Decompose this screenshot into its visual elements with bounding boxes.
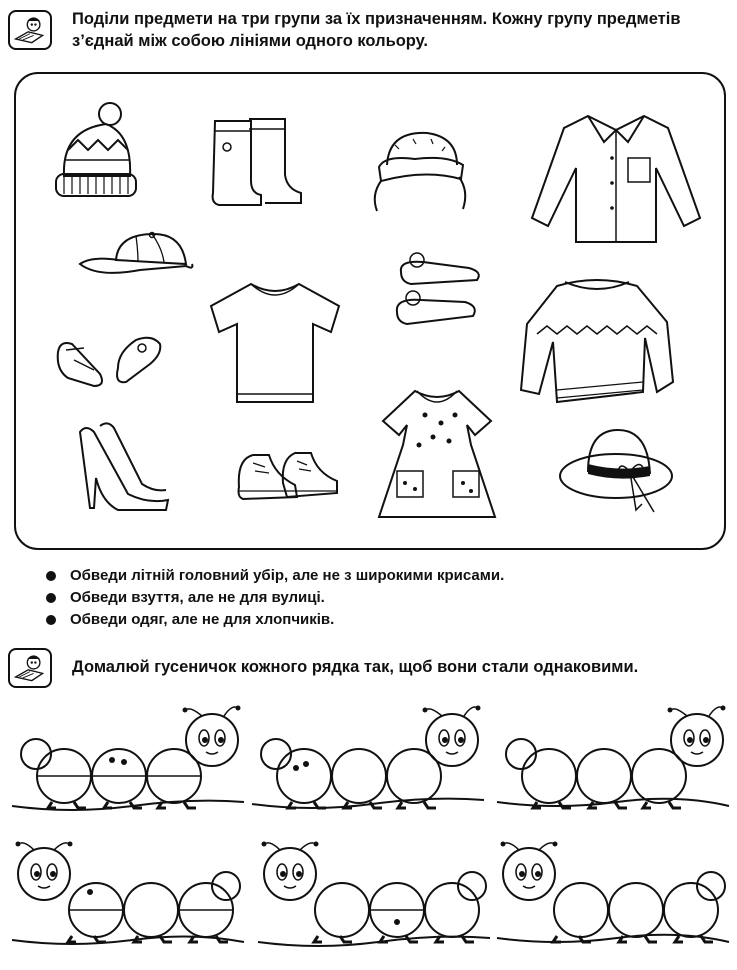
- caterpillar-row2-3[interactable]: [497, 838, 729, 953]
- task-marker-icon: [8, 10, 52, 50]
- caterpillar-row2-1[interactable]: [12, 838, 244, 953]
- sweater-icon[interactable]: [517, 272, 677, 407]
- felt-boots-icon[interactable]: [205, 115, 310, 210]
- caterpillar-row2-2[interactable]: [258, 838, 490, 953]
- high-heels-icon[interactable]: [72, 418, 172, 513]
- caterpillar-row1-1[interactable]: [12, 702, 244, 812]
- sandals-icon[interactable]: [54, 330, 166, 390]
- cap-icon[interactable]: [78, 230, 198, 282]
- t-shirt-icon[interactable]: [205, 276, 345, 408]
- shirt-icon[interactable]: [528, 108, 703, 248]
- bullet-item: [44, 587, 504, 609]
- bullet-item: [44, 565, 504, 587]
- bullet-text: Обведи літній головний убір, але не з широкими крисами.: [70, 567, 505, 584]
- caterpillar-row1-2[interactable]: [252, 702, 484, 812]
- bullet-text: Обведи одяг, але не для хлопчиків.: [70, 611, 335, 628]
- bullet-list: [44, 565, 504, 631]
- task2-instruction: Домалюй гусеничок кожного рядка так, щоб вони стали однаковими.: [72, 658, 639, 676]
- sun-hat-icon[interactable]: [558, 426, 683, 516]
- sneakers-icon[interactable]: [235, 447, 340, 505]
- bullet-dot-icon: [46, 593, 56, 603]
- task-marker-icon: [8, 648, 52, 688]
- bullet-dot-icon: [46, 571, 56, 581]
- slippers-icon[interactable]: [393, 250, 485, 330]
- bullet-dot-icon: [46, 615, 56, 625]
- bullet-item: [44, 609, 504, 631]
- task1-instruction: Поділи предмети на три групи за їх призначенням. Кожну групу предметів з’єднай між собою лініями одного кольору.: [72, 10, 681, 50]
- dress-icon[interactable]: [375, 385, 500, 525]
- knit-hat-icon[interactable]: [50, 100, 140, 205]
- caterpillar-row1-3[interactable]: [497, 702, 729, 812]
- fur-hat-icon[interactable]: [365, 125, 475, 215]
- bullet-text: Обведи взуття, але не для вулиці.: [70, 589, 325, 606]
